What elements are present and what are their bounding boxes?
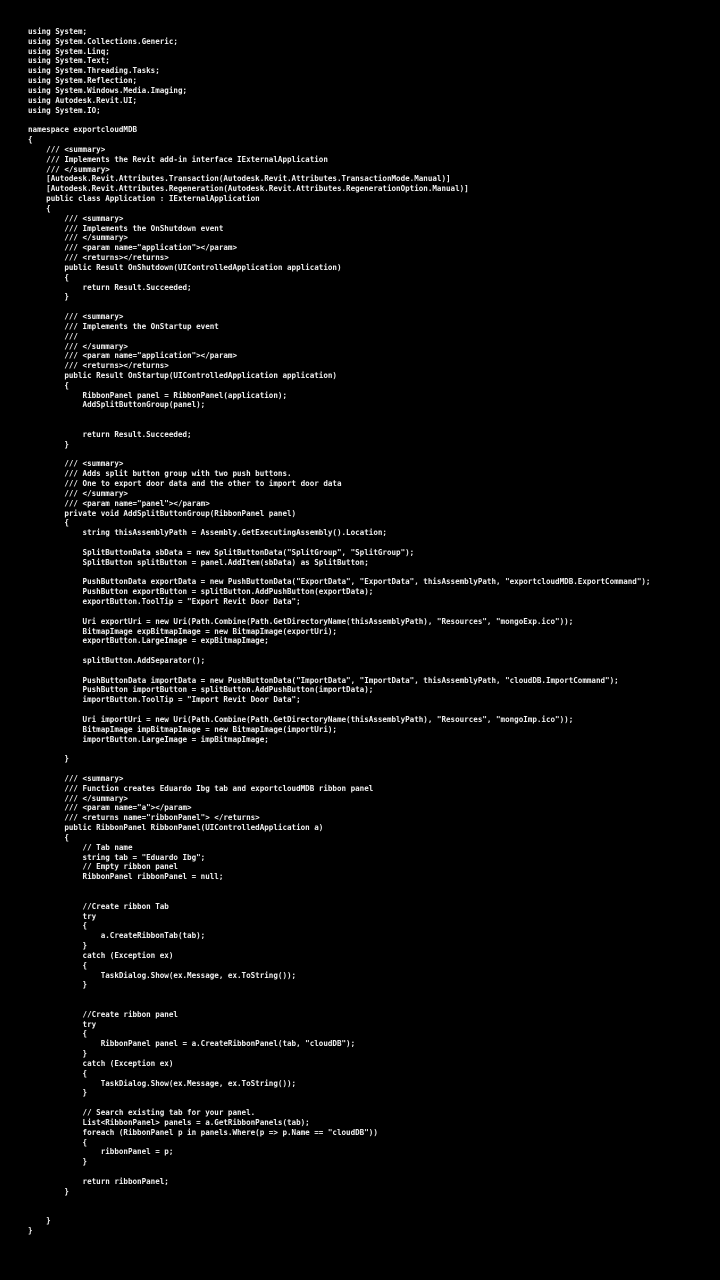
code-line: ///	[28, 331, 78, 341]
code-line	[28, 302, 708, 312]
code-line: foreach (RibbonPanel p in panels.Where(p => p.Name == "cloudDB"))	[28, 1127, 378, 1137]
code-line: // Search existing tab for your panel.	[28, 1108, 256, 1118]
code-line: using System.Linq;	[28, 46, 110, 56]
code-line	[28, 666, 708, 676]
code-line: using System.IO;	[28, 105, 101, 115]
code-line: }	[28, 439, 69, 449]
code-line: BitmapImage expBitmapImage = new BitmapImage(exportUri);	[28, 626, 337, 636]
code-line: using System;	[28, 27, 88, 36]
code-line	[28, 646, 708, 656]
code-line: return ribbonPanel;	[28, 1176, 169, 1186]
code-line: using System.Text;	[28, 56, 110, 66]
code-line	[28, 115, 708, 125]
code-line: AddSplitButtonGroup(panel);	[28, 400, 206, 410]
code-line: PushButton exportButton = splitButton.AddPushButton(exportData);	[28, 587, 374, 597]
code-line	[28, 705, 708, 715]
code-line: // Tab name	[28, 842, 133, 852]
code-line	[28, 1167, 708, 1177]
code-line: /// Implements the OnShutdown event	[28, 223, 224, 233]
code-line: catch (Exception ex)	[28, 950, 174, 960]
code-line: RibbonPanel ribbonPanel = null;	[28, 872, 224, 882]
code-line	[28, 1197, 708, 1207]
code-line: SplitButton splitButton = panel.AddItem(sbData) as SplitButton;	[28, 557, 369, 567]
code-line: {	[28, 960, 88, 970]
code-line: /// </summary>	[28, 233, 128, 243]
code-line: /// <param name="panel"></param>	[28, 498, 210, 508]
code-line: PushButtonData importData = new PushButtonData("ImportData", "ImportData", thisAssemblyPath, "cloudDB.ImportCommand");	[28, 675, 619, 685]
code-line: importButton.LargeImage = impBitmapImage;	[28, 734, 269, 744]
code-line: using System.Threading.Tasks;	[28, 66, 160, 76]
code-line: // Empty ribbon panel	[28, 862, 178, 872]
code-line: public RibbonPanel RibbonPanel(UIControlledApplication a)	[28, 823, 324, 833]
code-line: /// </summary>	[28, 341, 128, 351]
code-line: return Result.Succeeded;	[28, 429, 192, 439]
code-line	[28, 420, 708, 430]
code-line: /// One to export door data and the other to import door data	[28, 479, 342, 489]
code-line: using System.Collections.Generic;	[28, 36, 178, 46]
code-line: /// <summary>	[28, 459, 124, 469]
code-line: ribbonPanel = p;	[28, 1147, 174, 1157]
code-line: }	[28, 941, 88, 951]
code-line: }	[28, 1216, 51, 1226]
code-line: /// <summary>	[28, 213, 124, 223]
code-line: TaskDialog.Show(ex.Message, ex.ToString());	[28, 970, 297, 980]
code-line	[28, 450, 708, 460]
code-line: public Result OnStartup(UIControlledApplication application)	[28, 370, 337, 380]
code-line: /// <returns name="ribbonPanel"> </returns>	[28, 813, 260, 823]
code-line: Uri importUri = new Uri(Path.Combine(Path.GetDirectoryName(thisAssemblyPath), "Resources", "mongoImp.ico"));	[28, 714, 574, 724]
code-line: public class Application : IExternalApplication	[28, 194, 260, 204]
code-line	[28, 568, 708, 578]
code-line: exportButton.LargeImage = expBitmapImage;	[28, 636, 269, 646]
code-line: }	[28, 1088, 88, 1098]
code-line: {	[28, 832, 69, 842]
code-line: }	[28, 980, 88, 990]
code-line: string tab = "Eduardo Ibg";	[28, 852, 206, 862]
code-line	[28, 1000, 708, 1010]
code-line: BitmapImage impBitmapImage = new BitmapImage(importUri);	[28, 724, 337, 734]
code-line: {	[28, 518, 69, 528]
code-line: }	[28, 1226, 33, 1236]
code-line: }	[28, 1157, 88, 1167]
code-line: /// <param name="application"></param>	[28, 351, 238, 361]
code-line: a.CreateRibbonTab(tab);	[28, 931, 206, 941]
code-line: }	[28, 292, 69, 302]
code-line: /// <summary>	[28, 773, 124, 783]
code-line: try	[28, 1019, 97, 1029]
code-line: return Result.Succeeded;	[28, 282, 192, 292]
code-line: }	[28, 754, 69, 764]
code-line: using System.Reflection;	[28, 76, 138, 86]
code-line: RibbonPanel panel = a.CreateRibbonPanel(tab, "cloudDB");	[28, 1039, 356, 1049]
code-line: /// <param name="application"></param>	[28, 243, 238, 253]
code-line: {	[28, 135, 33, 145]
code-line: {	[28, 272, 69, 282]
code-line: /// <summary>	[28, 312, 124, 322]
code-line: {	[28, 380, 69, 390]
code-line: {	[28, 203, 51, 213]
code-line: {	[28, 1068, 88, 1078]
code-line	[28, 1098, 708, 1108]
code-line: RibbonPanel panel = RibbonPanel(application);	[28, 390, 287, 400]
code-line: SplitButtonData sbData = new SplitButtonData("SplitGroup", "SplitGroup");	[28, 547, 415, 557]
code-line: public Result OnShutdown(UIControlledApplication application)	[28, 262, 342, 272]
code-line: //Create ribbon Tab	[28, 901, 169, 911]
code-line: /// <returns></returns>	[28, 253, 169, 263]
code-line	[28, 1206, 708, 1216]
code-line: string thisAssemblyPath = Assembly.GetExecutingAssembly().Location;	[28, 528, 387, 538]
code-line: {	[28, 921, 88, 931]
code-line: namespace exportcloudMDB	[28, 125, 138, 135]
code-line: Uri exportUri = new Uri(Path.Combine(Path.GetDirectoryName(thisAssemblyPath), "Resources", "mongoExp.ico"));	[28, 616, 574, 626]
code-line: [Autodesk.Revit.Attributes.Regeneration(Autodesk.Revit.Attributes.RegenerationOption.Manual)]	[28, 184, 469, 194]
code-line: catch (Exception ex)	[28, 1058, 174, 1068]
code-line: [Autodesk.Revit.Attributes.Transaction(Autodesk.Revit.Attributes.TransactionMode.Manual)]	[28, 174, 451, 184]
code-line	[28, 882, 708, 892]
code-line	[28, 764, 708, 774]
code-line: /// Adds split button group with two push buttons.	[28, 469, 292, 479]
code-line	[28, 607, 708, 617]
code-line: }	[28, 1186, 69, 1196]
code-line: exportButton.ToolTip = "Export Revit Door Data";	[28, 597, 301, 607]
code-line	[28, 892, 708, 902]
code-line: /// </summary>	[28, 488, 128, 498]
code-line: try	[28, 911, 97, 921]
code-view	[28, 27, 708, 1236]
code-line: TaskDialog.Show(ex.Message, ex.ToString());	[28, 1078, 297, 1088]
code-line: PushButtonData exportData = new PushButtonData("ExportData", "ExportData", thisAssemblyPath, "exportcloudMDB.ExportCommand");	[28, 577, 651, 587]
code-line: /// </summary>	[28, 793, 128, 803]
code-line: {	[28, 1029, 88, 1039]
code-line: splitButton.AddSeparator();	[28, 656, 206, 665]
code-line: /// <summary>	[28, 144, 106, 154]
code-line: /// Implements the OnStartup event	[28, 321, 219, 331]
code-line: //Create ribbon panel	[28, 1009, 178, 1019]
code-line: /// <returns></returns>	[28, 361, 169, 371]
code-line: using System.Windows.Media.Imaging;	[28, 85, 188, 95]
code-line: PushButton importButton = splitButton.AddPushButton(importData);	[28, 685, 374, 695]
code-line: {	[28, 1137, 88, 1147]
code-line	[28, 410, 708, 420]
code-line: importButton.ToolTip = "Import Revit Door Data";	[28, 695, 301, 705]
code-line: /// <param name="a"></param>	[28, 803, 192, 813]
code-line: private void AddSplitButtonGroup(RibbonPanel panel)	[28, 508, 297, 518]
code-line: /// </summary>	[28, 164, 110, 174]
code-line	[28, 990, 708, 1000]
code-line: using Autodesk.Revit.UI;	[28, 95, 138, 105]
code-line: }	[28, 1049, 88, 1059]
code-line: /// Implements the Revit add-in interface IExternalApplication	[28, 154, 328, 164]
code-line	[28, 744, 708, 754]
code-line: /// Function creates Eduardo Ibg tab and exportcloudMDB ribbon panel	[28, 783, 374, 793]
code-line: List<RibbonPanel> panels = a.GetRibbonPanels(tab);	[28, 1117, 310, 1127]
code-line	[28, 538, 708, 548]
